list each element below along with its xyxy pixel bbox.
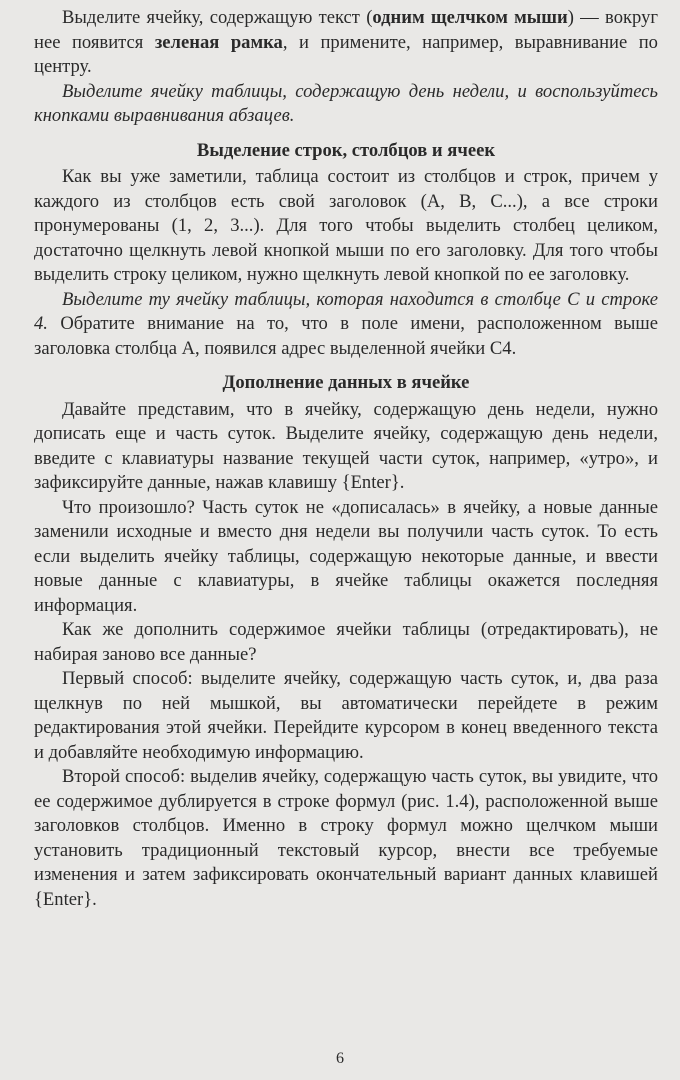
section1-paragraph-2-text: Обратите внимание на то, что в поле имени, расположенном выше заголовка столбца A, появился адрес выделенной ячейки C4. [34,313,658,359]
intro-exercise: Выделите ячейку таблицы, содержащую день недели, и воспользуйтесь кнопками выравнивания абзацев. [34,80,658,126]
section2-paragraph-1: Давайте представим, что в ячейку, содержащую день недели, нужно дописать еще и часть суток. Выделите ячейку, содержащую день недели, введите с клавиатуры название текущей части суток, например, «утро», и зафиксируйте данные, нажав клавишу {Enter}. [34,398,658,493]
section2-paragraph-5: Второй способ: выделив ячейку, содержащую часть суток, вы увидите, что ее содержимое дублируется в строке формул (рис. 1.4), расположенной выше заголовков столбцов. Именно в строку формул можно щелчком мыши установить традиционный текстовый курсор, внести все требуемые изменения и затем зафиксировать окончательный вариант данных клавишей {Enter}. [34,766,658,910]
intro-text-b: ) — вокруг нее появится [34,7,658,53]
section1-paragraph-2 [34,288,658,362]
section2-heading: Дополнение данных в ячейке [222,372,470,393]
intro-text-a: Выделите ячейку, содержащую текст ( [62,7,373,28]
section1-heading: Выделение строк, столбцов и ячеек [196,139,496,161]
intro-paragraph [34,6,658,80]
intro-text-c: , и примените, например, выравнивание по центру. [34,31,658,77]
page-number: 6 [336,1050,344,1067]
intro-bold-click: одним щелчком мыши [372,7,568,28]
section2-paragraph-2: Что произошло? Часть суток не «дописалась» в ячейку, а новые данные заменили исходные и вместо дня недели вы получили часть суток. То есть если выделить ячейку таблицы, содержащую некоторые данные, и ввести новые данные с клавиатуры, в ячейке таблицы окажется последняя информация. [34,496,658,616]
section1-paragraph-1: Как вы уже заметили, таблица состоит из столбцов и строк, причем у каждого из столбцов есть свой заголовок (A, B, C...), а все строки пронумерованы (1, 2, 3...). Для того чтобы выделить столбец целиком, достаточно щелкнуть левой кнопкой мыши по его заголовку. Для того чтобы выделить строку целиком, нужно щелкнуть левой кнопкой по ее заголовку. [34,166,658,285]
section1-exercise: Выделите ту ячейку таблицы, которая находится в столбце С и строке 4. [34,288,658,334]
intro-bold-green-frame: зеленая рамка [154,31,283,53]
section2-paragraph-4: Первый способ: выделите ячейку, содержащую часть суток, и, два раза щелкнув по ней мышкой, вы автоматически перейдете в режим редактирования этой ячейки. Перейдите курсором в конец введенного текста и добавляйте необходимую информацию. [34,668,658,763]
section2-paragraph-3: Как же дополнить содержимое ячейки таблицы (отредактировать), не набирая заново все данные? [34,619,658,665]
